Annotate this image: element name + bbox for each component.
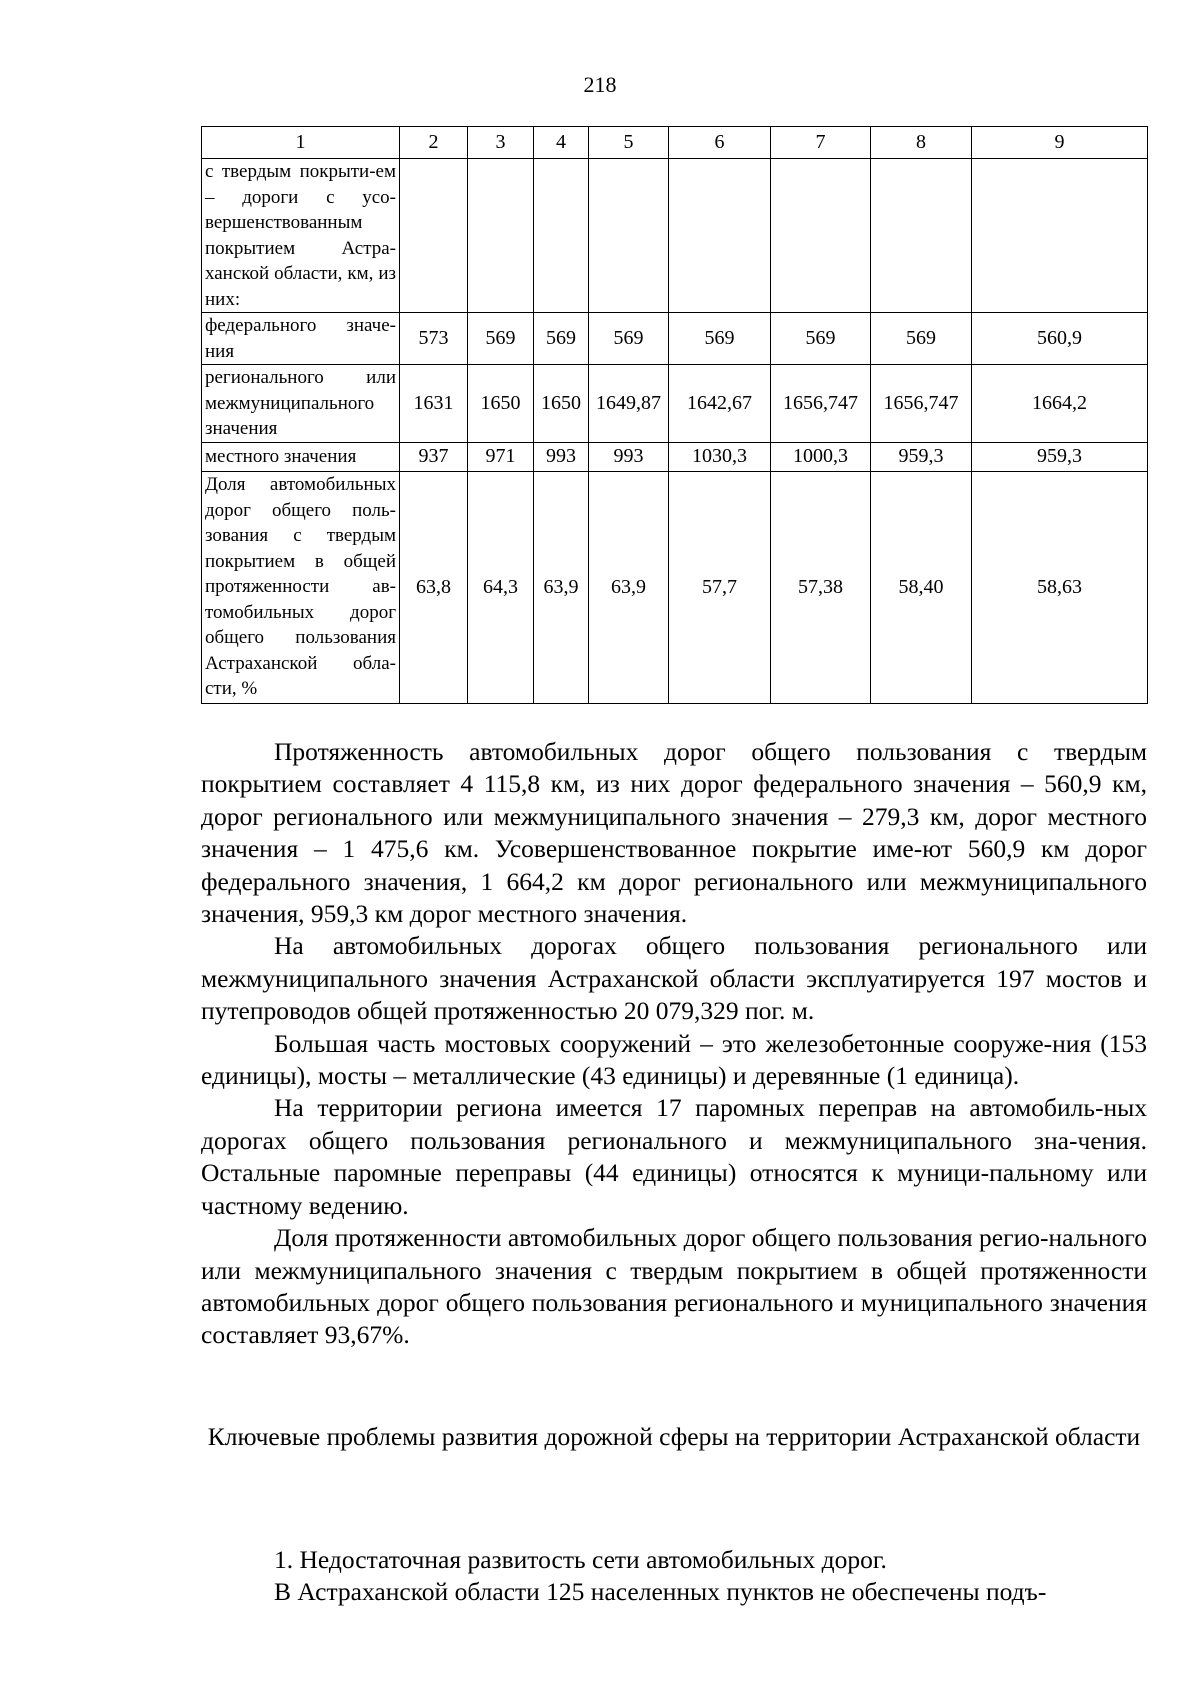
paragraph: Большая часть мостовых сооружений – это железобетонные сооруже-ния (153 единицы), мосты – металлические (43 единицы) и деревянные (1 единица). (201, 1028, 1147, 1091)
paragraph: Доля протяженности автомобильных дорог общего пользования регио-нального или межмуниципального значения с твердым покрытием в общей протяженности автомобильных дорог общего пользования регионального и муниципального значения составляет 93,67%. (201, 1223, 1147, 1350)
table-row (202, 471, 1148, 703)
table-cell: 1030,3 (669, 442, 771, 471)
column-header: 8 (871, 127, 972, 159)
table-cell (871, 159, 972, 313)
data-table (201, 126, 1148, 704)
table-cell: 971 (468, 442, 534, 471)
table-cell: 569 (468, 313, 534, 365)
table-cell (771, 159, 871, 313)
table-row (202, 313, 1148, 365)
table-cell: 58,40 (871, 471, 972, 703)
column-header: 7 (771, 127, 871, 159)
table-cell: 57,7 (669, 471, 771, 703)
table-cell: 560,9 (972, 313, 1148, 365)
column-header: 5 (589, 127, 669, 159)
body-text (201, 736, 1147, 1352)
table-cell: 1650 (468, 365, 534, 443)
row-label: местного значения (202, 442, 400, 471)
table-cell: 959,3 (972, 442, 1148, 471)
table-cell: 569 (669, 313, 771, 365)
table-cell: 1656,747 (771, 365, 871, 443)
table-cell: 569 (771, 313, 871, 365)
column-header: 2 (400, 127, 468, 159)
column-header: 6 (669, 127, 771, 159)
table-cell: 1649,87 (589, 365, 669, 443)
section-heading: Ключевые проблемы развития дорожной сферы на территории Астраханской области (207, 1422, 1141, 1451)
table-cell: 569 (534, 313, 589, 365)
tail-text (201, 1544, 1147, 1609)
table-cell: 63,9 (534, 471, 589, 703)
table-cell (669, 159, 771, 313)
table-cell: 569 (589, 313, 669, 365)
table-cell: 1642,67 (669, 365, 771, 443)
row-label: Доля автомобильных дорог общего поль-зования с твердым покрытием в общей протяженности ав-томобильных дорог общего пользования Астраханской обла-сти, % (202, 471, 400, 703)
page-number: 218 (583, 72, 617, 97)
table-cell: 573 (400, 313, 468, 365)
table-cell: 1000,3 (771, 442, 871, 471)
table-cell (468, 159, 534, 313)
paragraph: На территории региона имеется 17 паромных переправ на автомобиль-ных дорогах общего пользования регионального и межмуниципального зна-чения. Остальные паромные переправы (44 единицы) относятся к муници-пальному или частному ведению. (201, 1093, 1147, 1220)
table-row (202, 159, 1148, 313)
paragraph: Протяженность автомобильных дорог общего пользования с твердым покрытием составляет 4 115,8 км, из них дорог федерального значения – 560,9 км, дорог регионального или межмуниципального значения – 279,3 км, дорог местного значения – 1 475,6 км. Усовершенствованное покрытие име-ют 560,9 км дорог федерального значения, 1 664,2 км дорог регионального или межмуниципального значения, 959,3 км дорог местного значения. (201, 737, 1147, 929)
table-cell: 64,3 (468, 471, 534, 703)
row-label: регионального или межмуниципального значения (202, 365, 400, 443)
table-cell: 63,8 (400, 471, 468, 703)
table-row (202, 442, 1148, 471)
table-cell: 993 (589, 442, 669, 471)
table-cell: 1664,2 (972, 365, 1148, 443)
row-label: федерального значе-ния (202, 313, 400, 365)
table-cell: 58,63 (972, 471, 1148, 703)
column-header: 1 (202, 127, 400, 159)
table-cell: 1650 (534, 365, 589, 443)
paragraph: В Астраханской области 125 населенных пунктов не обеспечены подъ- (274, 1577, 1047, 1607)
table-cell: 959,3 (871, 442, 972, 471)
table-cell: 1656,747 (871, 365, 972, 443)
table-cell (972, 159, 1148, 313)
table-cell: 937 (400, 442, 468, 471)
row-label: с твердым покрыти-ем – дороги с усо-вершенствованным покрытием Астра-ханской области, км, из них: (202, 159, 400, 313)
table-cell: 63,9 (589, 471, 669, 703)
column-header: 4 (534, 127, 589, 159)
table-cell (534, 159, 589, 313)
table-cell: 1631 (400, 365, 468, 443)
column-header: 3 (468, 127, 534, 159)
paragraph: 1. Недостаточная развитость сети автомобильных дорог. (274, 1545, 887, 1574)
table-cell (589, 159, 669, 313)
table-cell: 57,38 (771, 471, 871, 703)
column-header: 9 (972, 127, 1148, 159)
table-cell: 569 (871, 313, 972, 365)
table-cell (400, 159, 468, 313)
table-cell: 993 (534, 442, 589, 471)
table-row (202, 365, 1148, 443)
table-header-row (202, 127, 1148, 159)
paragraph: На автомобильных дорогах общего пользования регионального или межмуниципального значения Астраханской области эксплуатируется 197 мостов и путепроводов общей протяженностью 20 079,329 пог. м. (201, 931, 1147, 1026)
